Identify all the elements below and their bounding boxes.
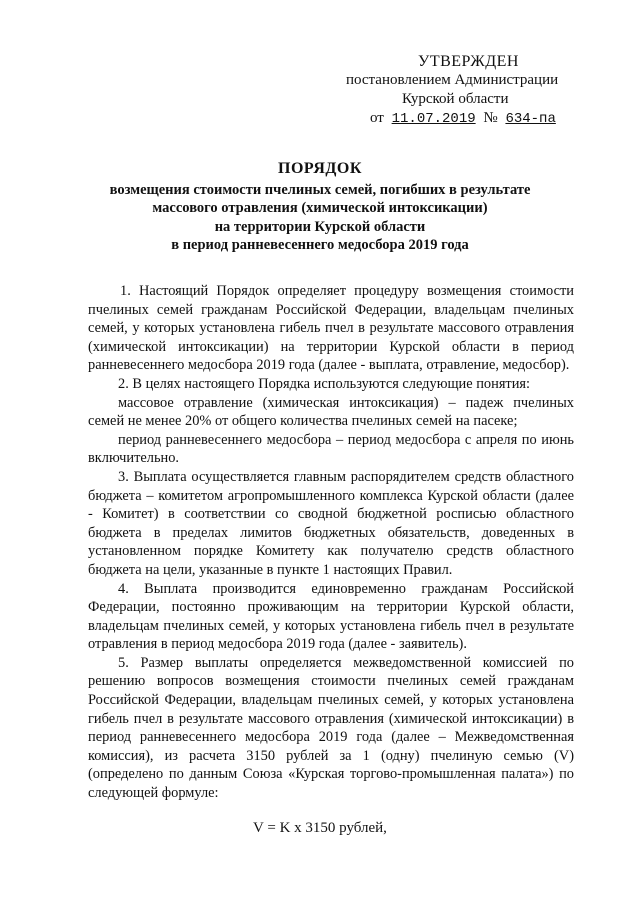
subtitle-line: на территории Курской области [214,218,426,235]
approval-block [340,52,600,129]
definition-mass-poisoning: массовое отравление (химическая интоксикация) – падеж пчелиных семей не менее 20% от общего количества пчелиных семей на пасеке; [88,394,574,430]
subtitle-line: массового отравления (химической интоксикации) [152,200,488,216]
approval-line-1: постановлением Администрации [346,72,559,88]
approval-date: 11.07.2019 [391,111,476,127]
document-heading [60,160,580,255]
paragraph-5: 5. Размер выплаты определяется межведомственной комиссией по решению вопросов возмещения стоимости пчелиных семей гражданам Российской Федерации, владельцам пчелиных семей, у которых установлена гибель пчел в результате массового отравления (химической интоксикации) в период ранневесеннего медосбора 2019 года (далее – Межведомственная комиссия), из расчета 3150 рублей за 1 (одну) пчелиную семью (V) (определено по данным Союза «Курская торгово-промышленная палата») по следующей формуле: [88,654,574,802]
approval-number: 634-па [505,111,556,127]
date-prefix: от [370,110,384,126]
document-body [88,282,574,803]
document-title: ПОРЯДОК [278,160,362,177]
definition-early-spring-period: период ранневесеннего медосбора – период медосбора с апреля по июнь включительно. [88,431,574,467]
payment-formula: V = K х 3150 рублей, [253,820,387,836]
subtitle-line: возмещения стоимости пчелиных семей, погибших в результате [109,181,531,198]
approval-line-2: Курской области [402,91,509,107]
approval-title: УТВЕРЖДЕН [418,53,519,70]
subtitle-line: в период ранневесеннего медосбора 2019 года [171,237,469,253]
approval-date-line [340,109,600,129]
paragraph-1: 1. Настоящий Порядок определяет процедуру возмещения стоимости пчелиных семей гражданам Российской Федерации, владельцам пчелиных семей, у которых установлена гибель пчел в результате массового отравления (химической интоксикации) на территории Курской области в период ранневесеннего медосбора 2019 года (далее - выплата, отравление, медосбор). [88,283,574,374]
paragraph-3: 3. Выплата осуществляется главным распорядителем средств областного бюджета – комитетом агропромышленного комплекса Курской области (далее - Комитет) в соответствии со сводной бюджетной росписью областного бюджета в пределах лимитов бюджетных обязательств, доведенных в установленном порядке Комитету как получателю средств областного бюджета на цели, указанные в пункте 1 настоящих Правил. [88,468,574,578]
paragraph-4: 4. Выплата производится единовременно гражданам Российской Федерации, постоянно проживающим на территории Курской области, владельцам пчелиных семей, у которых установлена гибель пчел в результате отравления в период медосбора 2019 года (далее - заявитель). [88,580,574,653]
number-prefix: № [483,110,498,126]
paragraph-2: 2. В целях настоящего Порядка используются следующие понятия: [118,375,531,392]
